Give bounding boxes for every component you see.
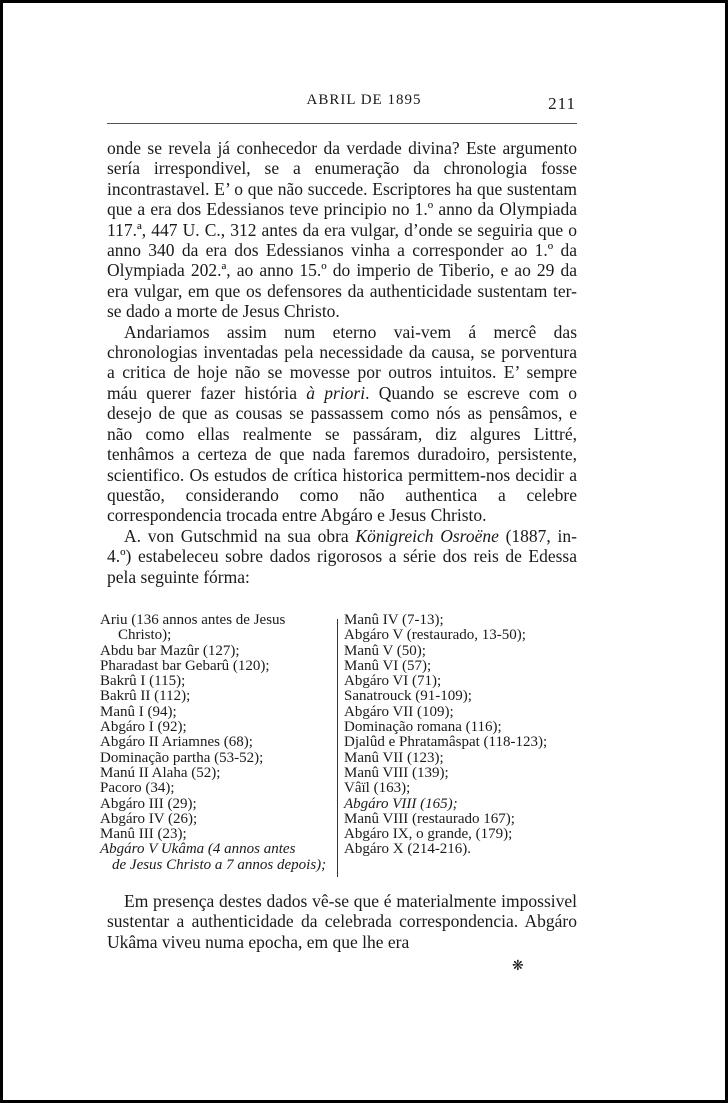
list-item: Bakrû II (112);: [100, 688, 191, 705]
body-text: [107, 138, 577, 587]
paragraph-3-part-b: (1887, in-4.º) estabeleceu sobre dados rigorosos a série dos reis de Edessa pela seguinte fórma:: [107, 525, 577, 587]
list-item: Manû V (50);: [344, 642, 426, 659]
kings-left-column: [100, 613, 332, 873]
list-item: Abgáro VII (109);: [344, 703, 454, 720]
list-item: Manû VIII (139);: [344, 764, 449, 781]
list-item: Abgáro IV (26);: [100, 810, 198, 827]
list-item: Manû VI (57);: [344, 657, 432, 674]
list-item: Pacoro (34);: [100, 780, 175, 797]
list-item: [100, 842, 332, 873]
list-item: Dominação romana (116);: [344, 719, 502, 736]
closing-text: [107, 891, 577, 952]
paragraph-2-italic: à priori: [306, 382, 366, 403]
page-header: [0, 92, 728, 122]
list-item: Dominação partha (53-52);: [100, 749, 264, 766]
list-item: Abgáro V (restaurado, 13-50);: [344, 627, 526, 644]
list-item: Abgáro I (92);: [100, 719, 187, 736]
list-item: Manû I (94);: [100, 703, 177, 720]
list-item: Djalûd e Phratamâspat (118-123);: [344, 734, 548, 751]
list-item-line: Ariu (136 annos antes de Jesus: [100, 612, 286, 628]
page-number: 211: [548, 94, 576, 113]
list-item: [100, 613, 332, 644]
list-item: Manû VIII (restaurado 167);: [344, 810, 515, 827]
list-item: Abgáro IX, o grande, (179);: [344, 826, 513, 843]
header-rule: [107, 123, 577, 124]
list-item: Sanatrouck (91-109);: [344, 688, 472, 705]
list-item: Bakrû I (115);: [100, 673, 186, 690]
list-item: Abgáro II Ariamnes (68);: [100, 734, 253, 751]
kings-right-column: [344, 613, 580, 858]
list-item: Abgáro X (214-216).: [344, 841, 472, 858]
column-divider: [337, 619, 338, 877]
list-item-line: Abgáro V Ukâma (4 annos antes: [100, 841, 296, 858]
list-item-line: de Jesus Christo a 7 annos depois);: [112, 856, 327, 873]
list-item: Abgáro VIII (165);: [344, 795, 458, 812]
list-item: Manû VII (123);: [344, 749, 444, 766]
paragraph-3-part-a: A. von Gutschmid na sua obra: [124, 525, 356, 546]
paragraph-2-part-b: . Quando se escreve com o desejo de que as cousas se passassem como nós as pensâmos, e não como ellas realmente se passáram, diz algures Littré, tenhâmos a certeza de que nada faremos duradoiro, persistente, scientifico. Os estudos de crítica historica permittem-nos decidir a questão, considerando como não authentica a celebre correspondencia trocada entre Abgáro e Jesus Christo.: [107, 382, 577, 526]
list-item: Vâïl (163);: [344, 780, 411, 797]
paragraph-1: onde se revela já conhecedor da verdade divina? Este argumento sería irrespondivel, se a enumeração da chronologia fosse incontrastavel. E’ o que não succede. Escriptores ha que sustentam que a era dos Edessianos teve principio no 1.º anno da Olympiada 117.ª, 447 U. C., 312 antes da era vulgar, d’onde se seguiria que o anno 340 da era dos Edessianos vinha a corresponder ao 1.º da Olympiada 202.ª, ao anno 15.º do imperio de Tiberio, e ao 29 da era vulgar, em que os defensores da authenticidade sustentam ter-se dado a morte de Jesus Christo.: [107, 138, 577, 322]
list-item: Abgáro III (29);: [100, 795, 197, 812]
list-item-line: Christo);: [118, 627, 172, 644]
closing-paragraph: Em presença destes dados vê-se que é materialmente impossivel sustentar a authenticidade da celebrada correspondencia. Abgáro Ukâma viveu numa epocha, em que lhe era: [107, 891, 577, 952]
paragraph-2: [107, 322, 577, 526]
paragraph-3: [107, 526, 577, 587]
list-item: Manû III (23);: [100, 826, 187, 843]
list-item: Manû IV (7-13);: [344, 612, 444, 628]
list-item: Manú II Alaha (52);: [100, 764, 221, 781]
paragraph-2-part-a: Andariamos assim num eterno vai-vem á mercê das chronologias inventadas pela necessidade da causa, se porventura a critica de hoje não se movesse por outros intuitos. E’ sempre máu querer fazer história: [107, 321, 577, 403]
list-item: Pharadast bar Gebarû (120);: [100, 657, 270, 674]
book-title: Königreich Osroëne: [355, 525, 499, 546]
running-title: ABRIL DE 1895: [306, 92, 422, 108]
list-item: Abgáro VI (71);: [344, 673, 442, 690]
asterism-icon: ❋: [512, 958, 524, 974]
list-item: Abdu bar Mazûr (127);: [100, 642, 240, 659]
